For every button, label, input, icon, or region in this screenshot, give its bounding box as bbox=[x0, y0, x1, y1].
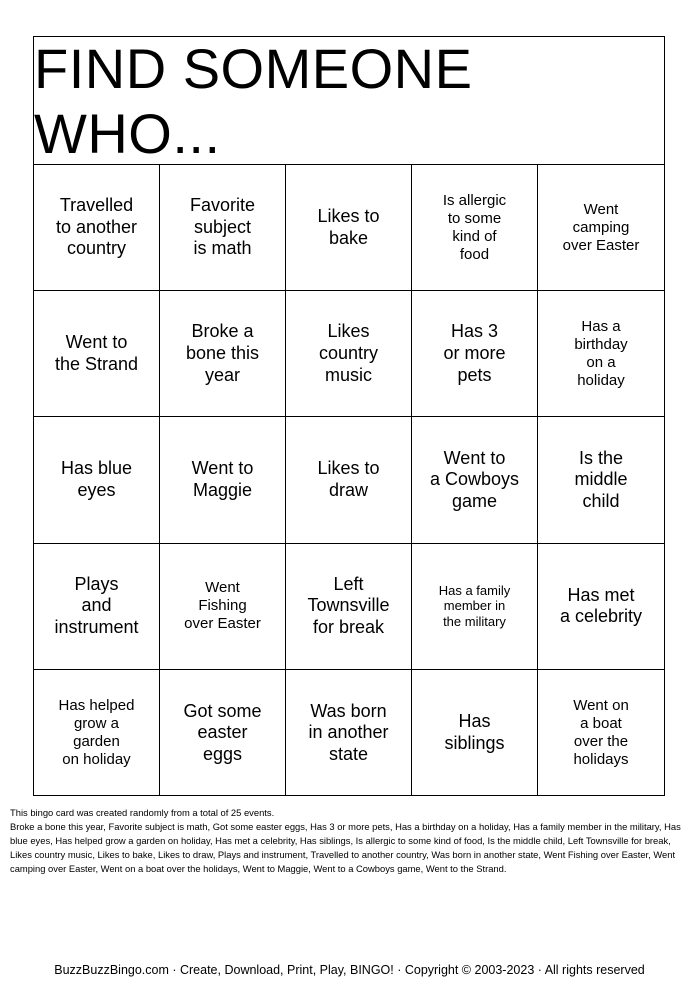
bingo-cell bbox=[538, 291, 664, 417]
cell-text-line: a boat bbox=[580, 714, 622, 732]
cell-text-line: Has blue bbox=[60, 458, 133, 479]
cell-text-line: Has bbox=[458, 711, 491, 732]
cell-text-line: garden bbox=[73, 732, 120, 750]
bingo-cell bbox=[160, 291, 286, 417]
cell-text-line: holidays bbox=[573, 750, 629, 768]
cell-text-line: kind of bbox=[452, 227, 497, 245]
bingo-card bbox=[33, 36, 665, 796]
cell-text-line: Has a bbox=[581, 317, 621, 335]
bingo-cell bbox=[538, 165, 664, 291]
cell-text-line: eggs bbox=[202, 743, 243, 764]
cell-text-line: a Cowboys bbox=[429, 469, 520, 490]
cell-text-line: to another bbox=[55, 216, 138, 237]
cell-text-line: Likes bbox=[327, 321, 370, 342]
cell-text-line: grow a bbox=[73, 714, 119, 732]
bingo-cell bbox=[160, 670, 286, 796]
cell-text-line: Travelled bbox=[59, 195, 134, 216]
bingo-cell bbox=[412, 544, 538, 670]
cell-text-line: Went to bbox=[65, 332, 128, 353]
bingo-cell bbox=[286, 670, 412, 796]
cell-text-line: on holiday bbox=[62, 750, 131, 768]
cell-text-line: on a bbox=[586, 353, 616, 371]
bingo-cell bbox=[412, 291, 538, 417]
bingo-cell bbox=[160, 165, 286, 291]
bingo-cell bbox=[34, 670, 160, 796]
cell-text-line: to some bbox=[447, 209, 502, 227]
cell-text-line: siblings bbox=[444, 732, 505, 753]
bingo-cell bbox=[160, 417, 286, 543]
cell-text-line: Broke a bbox=[191, 321, 254, 342]
cell-text-line: or more bbox=[443, 342, 506, 363]
bingo-cell bbox=[286, 291, 412, 417]
bingo-cell bbox=[412, 417, 538, 543]
cell-text-line: Fishing bbox=[198, 597, 247, 615]
cell-text-line: middle bbox=[574, 469, 628, 490]
cell-text-line: eyes bbox=[77, 479, 116, 500]
bingo-cell bbox=[286, 544, 412, 670]
bingo-cell bbox=[34, 165, 160, 291]
description-intro: This bingo card was created randomly from a total of 25 events. bbox=[10, 807, 275, 818]
cell-text-line: and bbox=[81, 595, 112, 616]
cell-text-line: Plays bbox=[74, 573, 119, 594]
cell-text-line: Favorite bbox=[189, 195, 256, 216]
bingo-cell bbox=[34, 291, 160, 417]
cell-text-line: Was born bbox=[310, 700, 387, 721]
cell-text-line: Likes to bbox=[317, 206, 380, 226]
cell-text-line: Maggie bbox=[192, 479, 253, 500]
cell-text-line: is math bbox=[193, 238, 252, 259]
cell-text-line: Townsville bbox=[307, 595, 390, 616]
cell-text-line: birthday bbox=[574, 335, 628, 353]
cell-text-line: pets bbox=[457, 364, 492, 385]
cell-text-line: bake bbox=[328, 227, 369, 248]
bingo-cell bbox=[286, 417, 412, 543]
cell-text-line: over Easter bbox=[184, 615, 261, 633]
bingo-cell bbox=[160, 544, 286, 670]
cell-text-line: the military bbox=[443, 613, 506, 629]
card-description bbox=[10, 806, 690, 876]
cell-text-line: draw bbox=[328, 479, 368, 500]
site-footer: BuzzBuzzBingo.com · Create, Download, Print, Play, BINGO! · Copyright © 2003-2023 · All rights reserved bbox=[54, 963, 645, 977]
bingo-cell bbox=[538, 670, 664, 796]
cell-text-line: bone this bbox=[185, 342, 260, 363]
cell-text-line: easter bbox=[197, 722, 248, 743]
cell-text-line: Is allergic bbox=[442, 191, 507, 209]
cell-text-line: Got some bbox=[183, 700, 262, 721]
cell-text-line: Has 3 bbox=[450, 321, 498, 342]
cell-text-line: instrument bbox=[54, 616, 139, 637]
bingo-cell bbox=[538, 544, 664, 670]
cell-text-line: country bbox=[66, 238, 127, 259]
cell-text-line: holiday bbox=[577, 371, 625, 389]
bingo-grid bbox=[34, 165, 664, 796]
cell-text-line: over Easter bbox=[562, 236, 640, 254]
cell-text-line: member in bbox=[443, 598, 506, 614]
cell-text-line: year bbox=[204, 364, 240, 385]
cell-text-line: Has helped bbox=[58, 696, 135, 714]
bingo-cell bbox=[34, 544, 160, 670]
bingo-cell bbox=[34, 417, 160, 543]
cell-text-line: Went to bbox=[443, 447, 506, 468]
cell-text-line: Went bbox=[205, 579, 240, 597]
bingo-cell bbox=[412, 165, 538, 291]
cell-text-line: Likes to bbox=[317, 458, 380, 479]
cell-text-line: child bbox=[582, 490, 620, 511]
cell-text-line: state bbox=[328, 743, 369, 764]
description-events: Broke a bone this year, Favorite subject is math, Got some easter eggs, Has 3 or more pets, Has a birthday on a holiday, Has a family member in the military, Has blue eyes, Has helped grow a garden on holiday, Has met a celebrity, Has siblings, Is allergic to some kind of food, Is the middle child, Left Townsville for break, Likes country music, Likes to bake, Likes to draw, Plays and instrument, Travelled to another country, Was born in another state, Went Fishing over Easter, Went camping over Easter, Went on a boat over the holidays, Went to Maggie, Went to a Cowboys game, Went to the Strand. bbox=[10, 821, 681, 874]
cell-text-line: for break bbox=[312, 616, 385, 637]
card-title: FIND SOMEONE WHO... bbox=[34, 37, 664, 165]
cell-text-line: Went bbox=[583, 200, 619, 218]
bingo-cell bbox=[538, 417, 664, 543]
cell-text-line: the Strand bbox=[54, 353, 139, 374]
cell-text-line: a celebrity bbox=[559, 606, 643, 627]
cell-text-line: food bbox=[459, 245, 490, 263]
bingo-cell bbox=[412, 670, 538, 796]
bingo-cell bbox=[286, 165, 412, 291]
cell-text-line: Has met bbox=[567, 584, 635, 605]
cell-text-line: camping bbox=[572, 218, 630, 236]
cell-text-line: Went on bbox=[573, 696, 629, 714]
cell-text-line: Has a family bbox=[438, 582, 511, 598]
cell-text-line: Left bbox=[333, 573, 364, 594]
cell-text-line: country bbox=[318, 342, 379, 363]
cell-text-line: in another bbox=[308, 722, 389, 743]
cell-text-line: subject bbox=[193, 216, 252, 237]
cell-text-line: music bbox=[324, 364, 372, 385]
cell-text-line: game bbox=[451, 490, 497, 511]
cell-text-line: Went to bbox=[191, 458, 254, 479]
cell-text-line: Is the bbox=[578, 447, 624, 468]
cell-text-line: over the bbox=[573, 732, 629, 750]
